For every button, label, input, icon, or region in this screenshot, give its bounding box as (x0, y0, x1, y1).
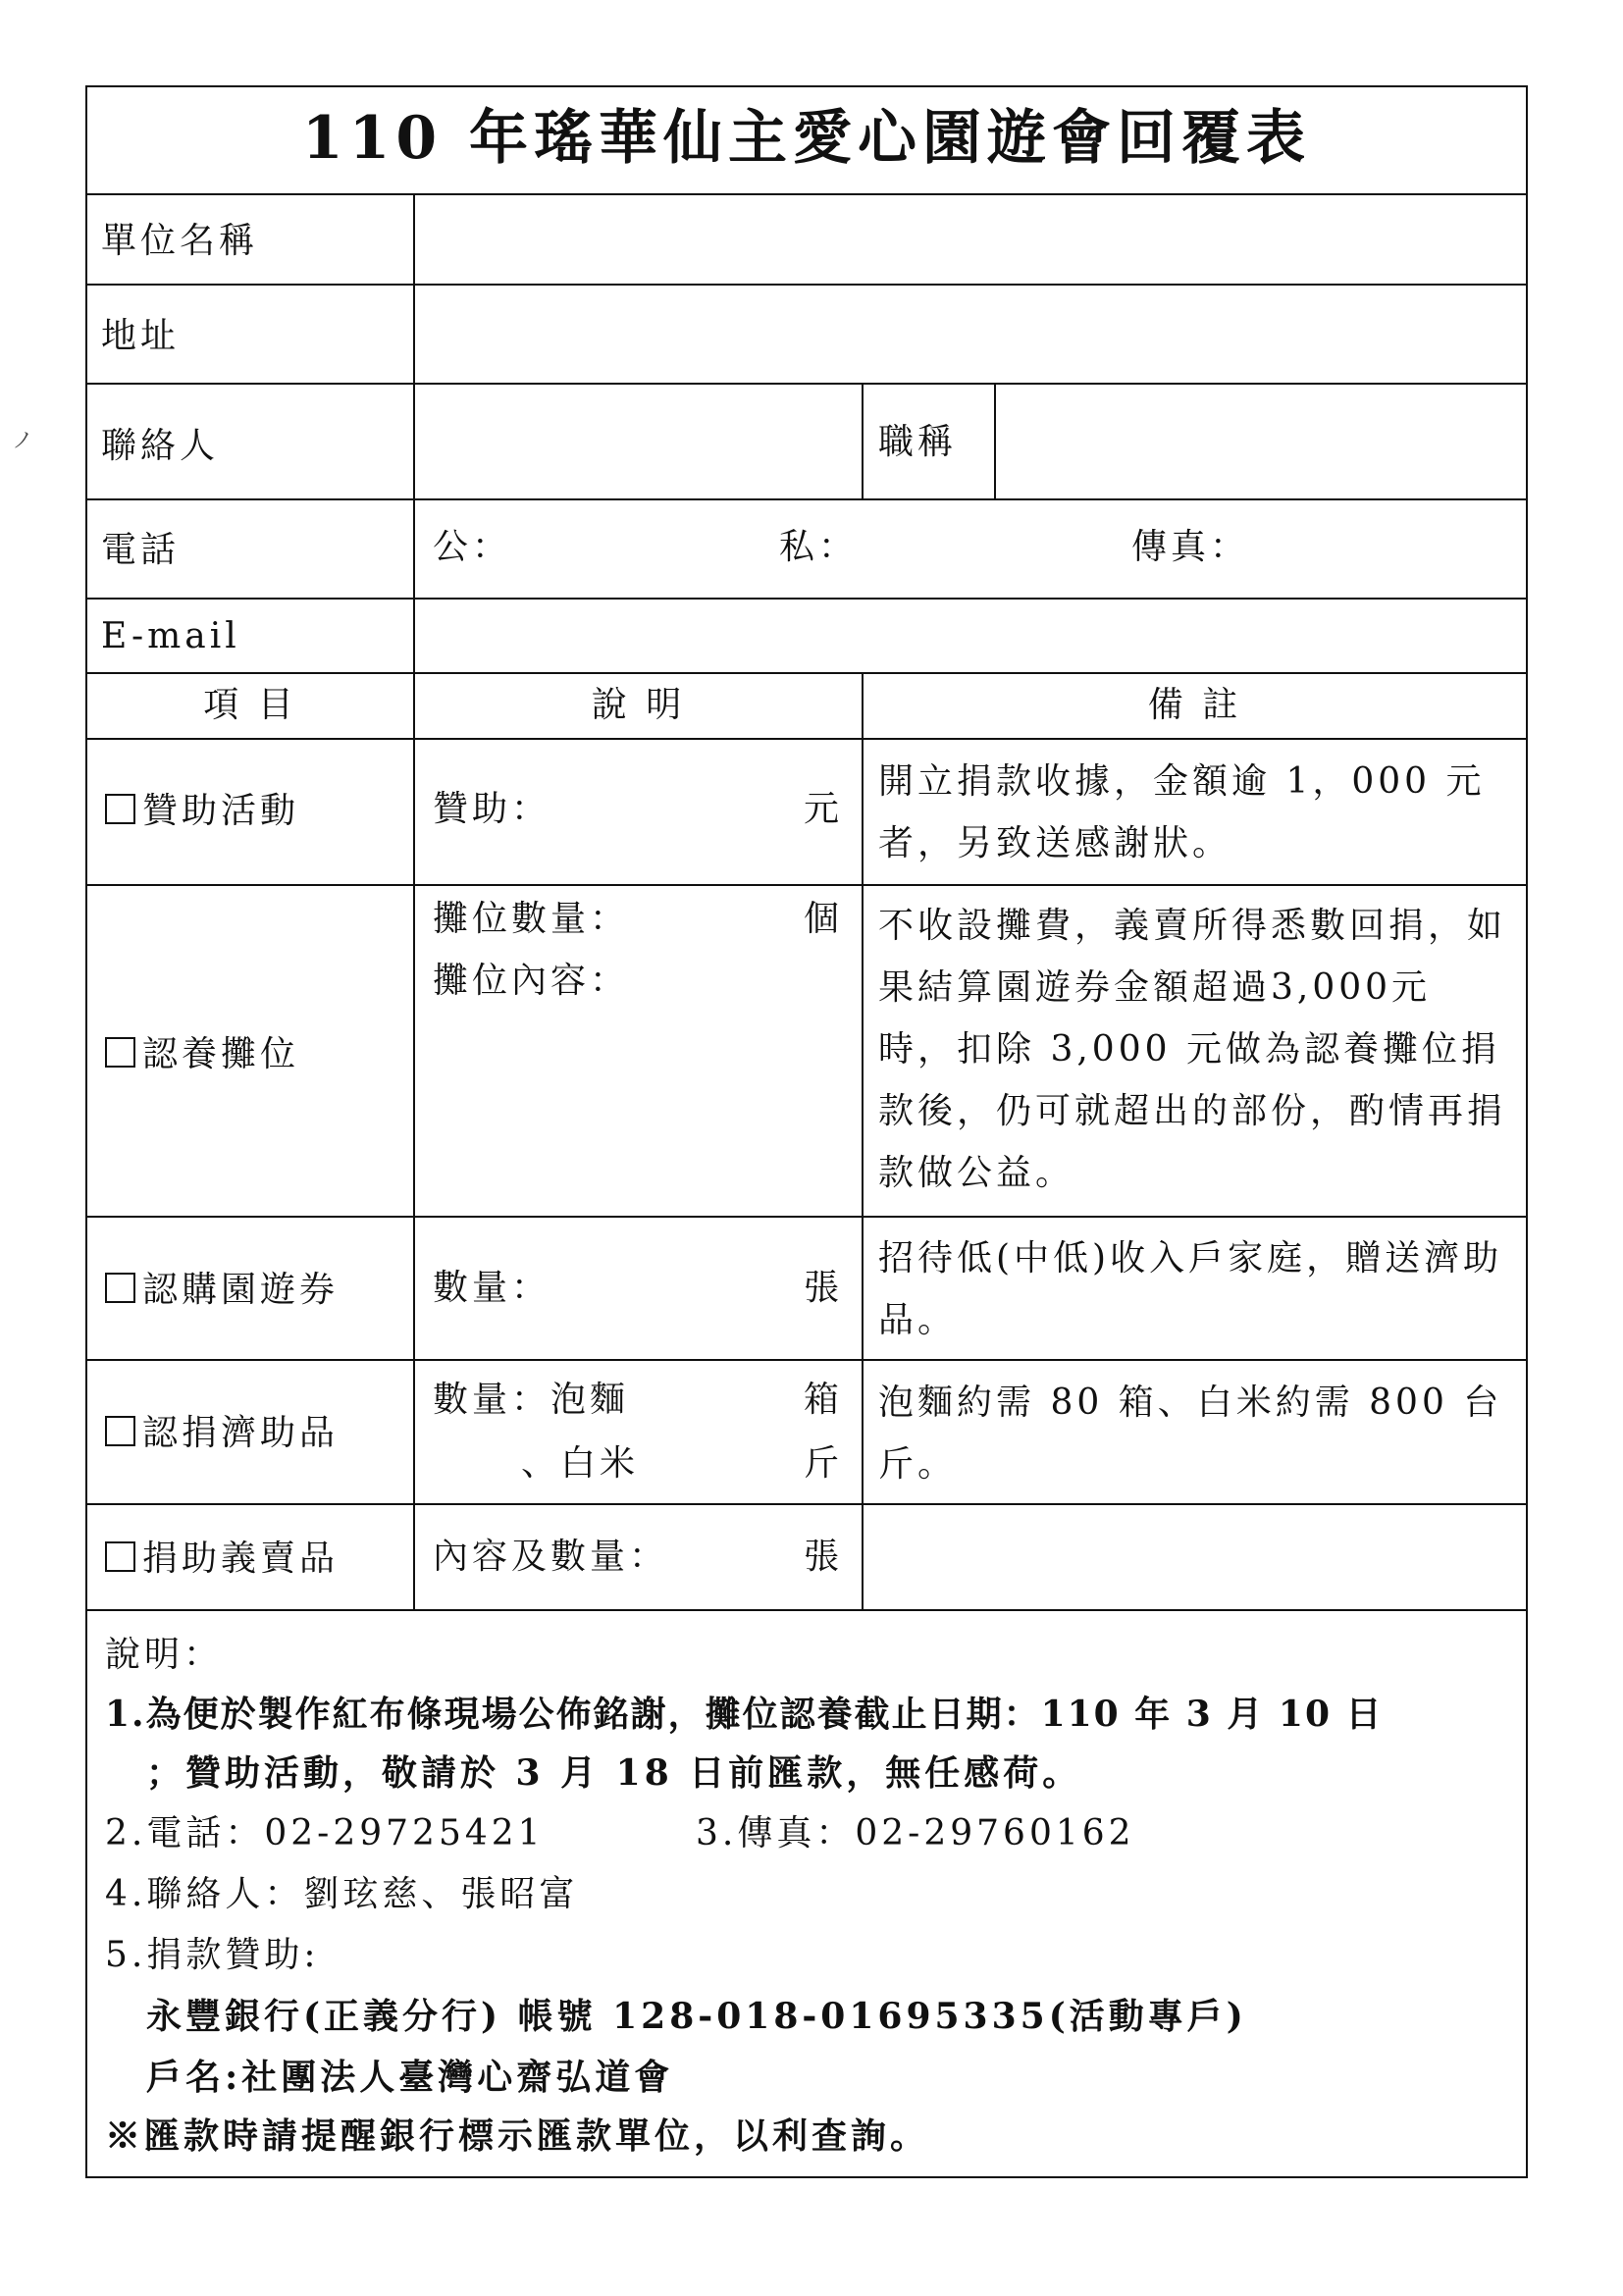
row-desc: 數量：泡麵 (433, 1380, 630, 1420)
row-note: 不收設攤費，義賣所得悉數回捐，如果結算園遊券金額超過3,000元時，扣除 3,000 元做為認養攤位捐款後，仍可就超出的部份，酌情再捐款做公益。 (878, 906, 1507, 1193)
header-note: 備 註 (1147, 685, 1242, 725)
contact-label: 聯絡人 (101, 426, 220, 466)
row-desc: 攤位數量： (433, 899, 630, 939)
rule (87, 1216, 1526, 1218)
rule (87, 1359, 1526, 1361)
row-desc: 數量： (433, 1268, 551, 1308)
row-desc-2: 攤位內容： (433, 961, 630, 1001)
note-phone: 2.電話：02-29725421 (105, 1813, 545, 1853)
row-unit: 箱 (804, 1380, 844, 1420)
row-desc: 內容及數量： (433, 1537, 669, 1577)
rule (87, 498, 1526, 500)
row-item-label: 認購園遊券 (142, 1270, 340, 1310)
rule (87, 738, 1526, 740)
row-item-label: 捐助義賣品 (142, 1539, 340, 1579)
row-desc-2: 、白米 (521, 1443, 640, 1484)
job-title-label: 職稱 (878, 422, 958, 462)
row-unit: 張 (804, 1268, 844, 1308)
phone-label: 電話 (101, 530, 181, 570)
row-item-label: 贊助活動 (142, 791, 300, 831)
row-item-label: 認捐濟助品 (142, 1413, 340, 1453)
phone-office-label: 公： (433, 527, 512, 567)
rule (862, 672, 864, 1609)
row-note: 泡麵約需 80 箱、白米約需 800 台斤。 (878, 1383, 1503, 1485)
form-title: 110 年瑤華仙主愛心園遊會回覆表 (301, 104, 1312, 173)
address-label: 地址 (101, 316, 181, 356)
rule (87, 672, 1526, 674)
fax-label: 傳真： (1131, 527, 1250, 567)
row-note: 招待低(中低)收入戶家庭，贈送濟助品。 (878, 1238, 1503, 1340)
adopt-booth-checkbox[interactable] (105, 1037, 135, 1068)
note-line-1: 1.為便於製作紅布條現場公佈銘謝，攤位認養截止日期：110 年 3 月 10 日 (105, 1694, 1384, 1735)
note-contact: 4.聯絡人：劉玹慈、張昭富 (105, 1874, 579, 1914)
rule (87, 1503, 1526, 1505)
row-unit: 張 (804, 1537, 844, 1577)
header-item: 項 目 (203, 685, 297, 725)
phone-private-label: 私： (779, 527, 859, 567)
rule (87, 383, 1526, 385)
email-label: E-mail (101, 616, 240, 656)
unit-name-label: 單位名稱 (101, 221, 259, 261)
stray-mark: ノ (12, 429, 34, 453)
row-item-label: 認養攤位 (142, 1034, 300, 1074)
note-remittance-reminder: ※匯款時請提醒銀行標示匯款單位，以利查詢。 (105, 2115, 930, 2157)
rule (87, 1609, 1526, 1611)
header-desc: 說 明 (591, 685, 686, 725)
row-desc: 贊助： (433, 789, 551, 829)
row-unit: 個 (804, 899, 844, 939)
note-line-1b: ；贊助活動，敬請於 3 月 18 日前匯款，無任感荷。 (146, 1752, 1082, 1794)
voucher-checkbox[interactable] (105, 1273, 135, 1303)
note-donation: 5.捐款贊助: (105, 1935, 320, 1975)
row-unit: 元 (804, 789, 844, 829)
rule (994, 383, 996, 498)
note-account-name: 戶名:社團法人臺灣心齋弘道會 (146, 2057, 674, 2098)
rule (87, 598, 1526, 600)
rule (862, 383, 864, 498)
rule (87, 884, 1526, 886)
row-note: 開立捐款收據，金額逾 1，000 元者，另致送感謝狀。 (878, 761, 1486, 863)
relief-goods-checkbox[interactable] (105, 1416, 135, 1446)
note-fax: 3.傳真：02-29760162 (696, 1813, 1135, 1853)
note-bank-account: 永豐銀行(正義分行) 帳號 128-018-01695335(活動專戶) (146, 1996, 1247, 2037)
rule (87, 284, 1526, 286)
rule (413, 193, 415, 1609)
row-unit-2: 斤 (804, 1443, 844, 1484)
sponsor-checkbox[interactable] (105, 794, 135, 824)
notes-heading: 說明： (105, 1635, 224, 1675)
reply-form (85, 85, 1528, 2178)
rule (87, 193, 1526, 195)
charity-items-checkbox[interactable] (105, 1541, 135, 1572)
